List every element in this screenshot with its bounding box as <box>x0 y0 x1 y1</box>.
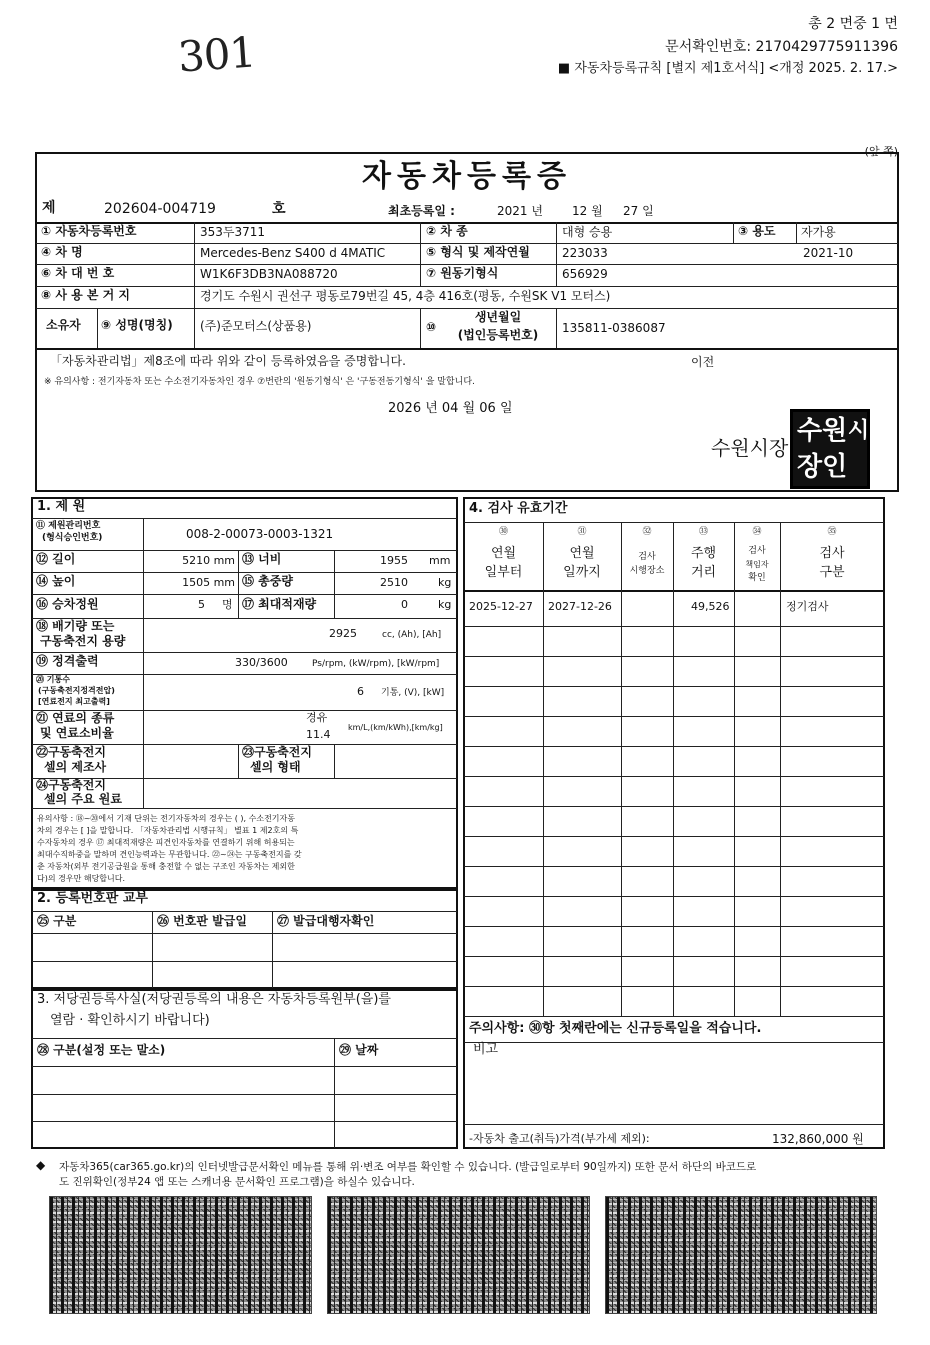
cell-mileage: 49,526 <box>691 600 730 613</box>
certify-text: 「자동차관리법」제8조에 따라 위와 같이 등록하였음을 증명합니다. <box>50 354 406 368</box>
width-unit: mm <box>429 554 451 567</box>
height-label: ⑭ 높이 <box>36 574 76 588</box>
spec-note-line-3: 수자동차의 경우 ⑰ 최대적재량은 피견인자동차를 연결하기 위해 허용되는 <box>37 838 295 847</box>
col-num-2: ㉛ <box>577 527 587 537</box>
regulation-text: ■ 자동차등록규칙 [별지 제1호서식] <개정 2025. 2. 17.> <box>557 61 898 76</box>
barcode-2 <box>327 1196 590 1314</box>
car-type: 대형 승용 <box>562 225 613 239</box>
col-num-5: ㉞ <box>752 527 762 537</box>
spec-note-line-1: 유의사항 : ⑱~⑳에서 기재 단위는 전기자동차의 경우는 ( ), 수소전기자동 <box>37 814 295 823</box>
col-head-confirm-1: 검사 <box>748 546 766 556</box>
col-head-kind-2: 구분 <box>819 565 845 580</box>
cell-maker-label-1: ㉒구동축전지 <box>36 745 106 759</box>
barcode-1 <box>49 1196 312 1314</box>
first-reg-year: 2021 년 <box>497 204 543 218</box>
cell-shape-label-2: 셀의 형태 <box>250 760 301 774</box>
handwritten-note: 301 <box>176 27 257 82</box>
ev-note: ※ 유의사항 : 전기자동차 또는 수소전기자동차인 경우 ⑦번란의 '원동기형식' 은 '구동전동기형식' 을 말합니다. <box>44 377 475 387</box>
fuel-label-1: ㉑ 연료의 종류 <box>36 711 115 725</box>
cell-to: 2027-12-26 <box>548 600 612 613</box>
fuel-type: 경유 <box>306 711 328 724</box>
cell-material-label-2: 셀의 주요 원료 <box>44 792 122 806</box>
col-head-place-2: 시행장소 <box>629 566 665 576</box>
engine-type: 656929 <box>562 267 608 281</box>
price: 132,860,000 원 <box>772 1132 864 1146</box>
cylinder-label-3: [연료전지 최고출력] <box>38 697 110 706</box>
mgmt-number: 008-2-00073-0003-1321 <box>186 527 334 541</box>
lien-title-1: 3. 저당권등록사실(저당권등록의 내용은 자동차등록원부(을)를 <box>37 992 391 1007</box>
engine-label: ⑦ 원동기형식 <box>426 266 499 280</box>
maxload-label: ⑰ 최대적재량 <box>242 597 317 611</box>
reg-number: 202604-004719 <box>104 201 216 217</box>
use: 자가용 <box>801 225 836 239</box>
col-head-to-1: 연월 <box>569 546 595 561</box>
document-title: 자동차등록증 <box>362 159 572 194</box>
cell-from: 2025-12-27 <box>469 600 533 613</box>
car-no: 353두3711 <box>200 225 266 239</box>
page-info: 총 2 면중 1 면 <box>808 16 898 32</box>
fuel-rate: 11.4 <box>306 728 331 741</box>
cylinder-label-1: ⑳ 기통수 <box>36 675 70 684</box>
plate-title: 2. 등록번호판 교부 <box>37 891 148 906</box>
col-head-from-1: 연월 <box>490 546 517 561</box>
birth-marker: ⑩ <box>426 320 437 334</box>
reg-suffix: 호 <box>272 201 286 217</box>
model: 223033 <box>562 246 608 260</box>
base-label: ⑧ 사 용 본 거 지 <box>41 288 131 302</box>
capacity: 5 <box>198 598 205 611</box>
model-label: ⑤ 형식 및 제작연월 <box>426 245 530 259</box>
col-num-1: ㉚ <box>498 527 508 537</box>
birth-label-2: (법인등록번호) <box>457 328 539 342</box>
spec-note-line-4: 최대수직하중을 말하며 견인능력과는 무관합니다. ㉒~㉔는 구동축전지를 갖 <box>37 850 302 859</box>
width-label: ⑬ 너비 <box>242 552 282 566</box>
col-head-place-1: 검사 <box>638 552 656 562</box>
model-date: 2021-10 <box>803 246 854 260</box>
col-num-3: ㉜ <box>642 527 652 537</box>
col-head-confirm-3: 확인 <box>748 573 766 583</box>
cell-shape-label-1: ㉓구동축전지 <box>242 745 312 759</box>
col-num-4: ㉝ <box>698 527 708 537</box>
maxload-unit: kg <box>438 598 452 611</box>
lien-title-2: 열람 · 확인하시기 바랍니다) <box>50 1013 210 1028</box>
first-reg-month: 12 월 <box>572 204 603 218</box>
displacement-label-1: ⑱ 배기량 또는 <box>36 619 115 633</box>
official-seal: 수원 시 장인 <box>790 409 870 489</box>
length: 5210 mm <box>182 554 235 567</box>
owner-name: (주)준모터스(상품용) <box>200 319 312 333</box>
power-unit: Ps/rpm, (kW/rpm), [kW/rpm] <box>312 659 440 669</box>
car-name-label: ④ 차 명 <box>41 245 83 259</box>
col-head-from-2: 일부터 <box>484 565 523 580</box>
inspection-title: 4. 검사 유효기간 <box>469 501 568 516</box>
plate-col-issue-date: ㉖ 번호판 발급일 <box>157 914 247 928</box>
vin: W1K6F3DB3NA088720 <box>200 267 338 281</box>
cell-material-label-1: ㉔구동축전지 <box>36 778 106 792</box>
col-num-6: ㉟ <box>827 527 837 537</box>
cell-kind: 정기검사 <box>786 600 829 613</box>
col-head-to-2: 일까지 <box>563 565 601 580</box>
weight: 2510 <box>380 576 408 589</box>
length-label: ⑫ 길이 <box>36 552 76 566</box>
car-name: Mercedes-Benz S400 d 4MATIC <box>200 246 386 260</box>
first-reg-label: 최초등록일 : <box>388 204 455 218</box>
first-reg-day: 27 일 <box>623 204 654 218</box>
spec-title: 1. 제 원 <box>37 499 86 514</box>
barcode-3 <box>605 1196 877 1314</box>
cylinders: 6 <box>357 685 364 698</box>
plate-col-type: ㉕ 구분 <box>37 914 77 928</box>
mgmt-label-1: ⑪ 제원관리번호 <box>36 521 101 531</box>
col-head-mileage-1: 주행 <box>690 546 717 561</box>
power: 330/3600 <box>235 656 288 669</box>
remark-label: 비고 <box>473 1042 499 1057</box>
issue-date: 2026 년 04 월 06 일 <box>388 401 513 416</box>
front-label: (앞 쪽) <box>864 145 898 158</box>
weight-unit: kg <box>438 576 452 589</box>
car-type-label: ② 차 종 <box>426 224 468 238</box>
reg-prefix: 제 <box>42 200 56 216</box>
col-head-kind-1: 검사 <box>819 546 845 561</box>
mgmt-label-2: (형식승인번호) <box>42 533 103 543</box>
col-head-confirm-2: 책임자 <box>745 560 769 569</box>
owner-label: 소유자 <box>46 318 81 332</box>
inspection-box <box>463 497 885 1149</box>
car-no-label: ① 자동차등록번호 <box>41 224 137 238</box>
transfer-mark: 이전 <box>691 355 715 369</box>
price-label: -자동차 출고(취득)가격(부가세 제외): <box>469 1132 650 1145</box>
inspection-note: 주의사항: ㉚항 첫째란에는 신규등록일을 적습니다. <box>469 1021 762 1036</box>
footer-line-1: 자동차365(car365.go.kr)의 인터넷발급문서확인 메뉴를 통해 위·변조 여부를 확인할 수 있습니다. (발급일로부터 90일까지) 또한 문서 하단의 바코드로 <box>59 1161 757 1173</box>
spec-note-line-2: 차의 경우는 [ ]을 말합니다. 「자동차관리법 시행규칙」 별표 1 제2호의 특 <box>37 826 299 835</box>
plate-col-agent: ㉗ 발급대행자확인 <box>277 914 375 928</box>
weight-label: ⑮ 총중량 <box>242 574 293 588</box>
width: 1955 <box>380 554 408 567</box>
maxload: 0 <box>401 598 408 611</box>
spec-note-line-5: 춘 자동차(외부 전기공급원을 통해 충전할 수 없는 구조인 자동차는 제외한 <box>37 862 295 871</box>
power-label: ⑲ 정격출력 <box>36 654 99 668</box>
cylinder-unit: 기통, (V), [kW] <box>381 688 445 698</box>
height: 1505 mm <box>182 576 235 589</box>
fuel-unit: km/L,(km/kWh),[km/kg] <box>348 723 443 732</box>
capacity-unit: 명 <box>222 598 233 611</box>
use-label: ③ 용도 <box>738 224 776 238</box>
displacement: 2925 <box>329 627 357 640</box>
cylinder-label-2: (구동축전지정격전압) <box>38 686 115 695</box>
displacement-unit: cc, (Ah), [Ah] <box>382 630 442 640</box>
spec-note-line-6: 다)의 경우만 해당합니다. <box>37 874 126 883</box>
birth-number: 135811-0386087 <box>562 321 666 335</box>
owner-name-label: ⑨ 성명(명칭) <box>101 318 173 332</box>
doc-confirm-number: 문서확인번호: 2170429775911396 <box>665 39 898 55</box>
issuer-name: 수원시장 <box>711 436 789 460</box>
lien-col-date: ㉙ 날짜 <box>339 1043 379 1057</box>
lien-col-type: ㉘ 구분(설정 또는 말소) <box>37 1043 166 1057</box>
footer-line-2: 도 진위확인(정부24 앱 또는 스캐너용 문서확인 프로그램)을 하실수 있습니다. <box>59 1176 415 1188</box>
cell-maker-label-2: 셀의 제조사 <box>44 760 107 774</box>
birth-label-1: 생년월일 <box>474 310 522 324</box>
fuel-label-2: 및 연료소비율 <box>40 726 114 740</box>
base-address: 경기도 수원시 권선구 평동로79번길 45, 4층 416호(평동, 수원SK V1 모터스) <box>200 289 611 303</box>
capacity-label: ⑯ 승차정원 <box>36 597 99 611</box>
displacement-label-2: 구동축전지 용량 <box>40 634 126 648</box>
footer-bullet: ◆ <box>36 1158 46 1172</box>
col-head-mileage-2: 거리 <box>690 565 717 580</box>
vin-label: ⑥ 차 대 번 호 <box>41 266 115 280</box>
